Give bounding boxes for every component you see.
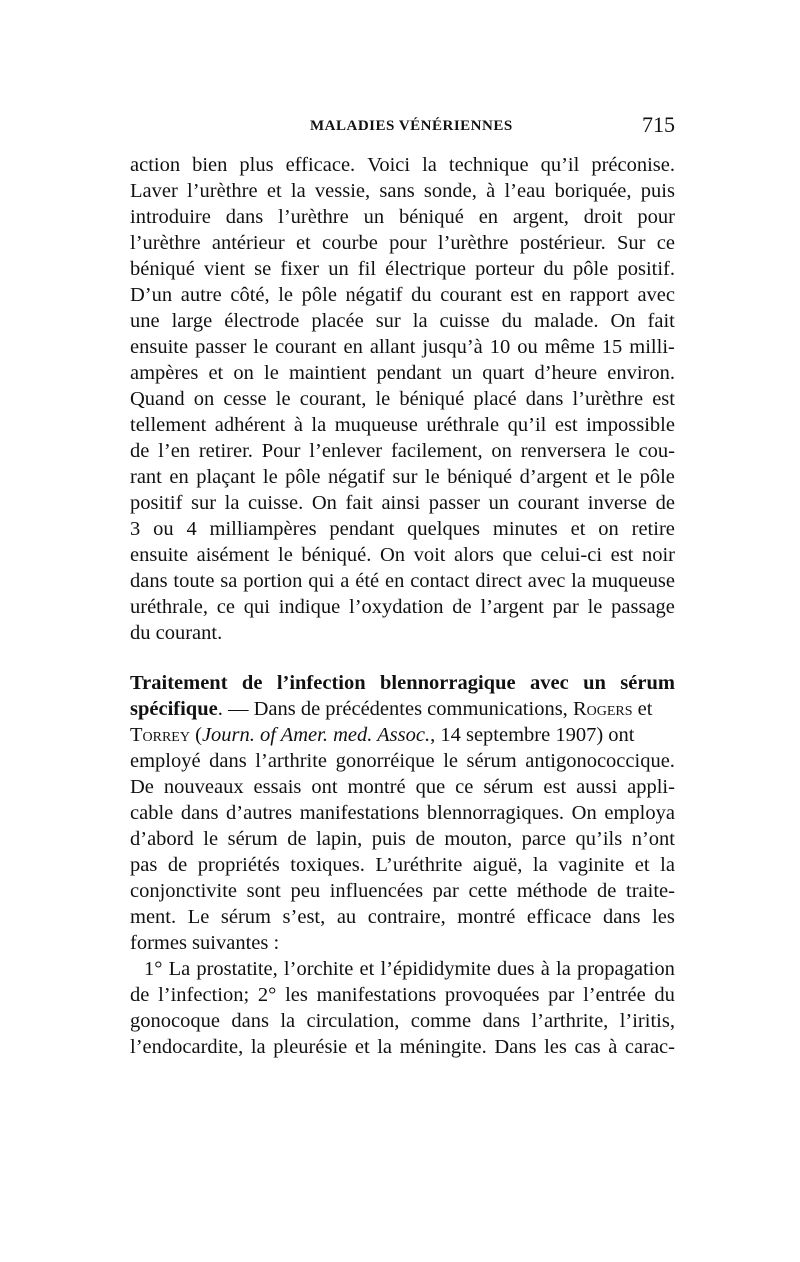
author-name: Rogers: [572, 698, 633, 720]
text-line: employé dans l’arthrite gonorréique le sérum antigonococcique.: [130, 750, 675, 772]
text-line: ensuite aisément le béniqué. On voit alors que celui-ci est noir: [130, 544, 675, 566]
text-line: l’endocardite, la pleurésie et la méningite. Dans les cas à carac-: [130, 1036, 675, 1058]
page-header: [130, 112, 675, 142]
text-line: 1° La prostatite, l’orchite et l’épididymite dues à la propagation: [144, 958, 675, 980]
text-fragment: . — Dans de précédentes communications,: [217, 698, 573, 720]
running-title: MALADIES VÉNÉRIENNES: [310, 118, 513, 134]
text-line: du courant.: [130, 622, 223, 644]
text-line: cable dans d’autres manifestations blennorragiques. On employa: [130, 802, 675, 824]
text-line: Quand on cesse le courant, le béniqué placé dans l’urèthre est: [130, 388, 675, 410]
heading-continuation-line: [130, 696, 675, 722]
paragraph-spacer: [130, 646, 675, 670]
text-line: de l’en retirer. Pour l’enlever facilement, on renversera le cou-: [130, 440, 675, 462]
paragraph-serum-treatment: [130, 670, 675, 956]
section-heading: Traitement de l’infection blennorragique avec un sérum: [130, 672, 675, 694]
text-line: De nouveaux essais ont montré que ce sérum est aussi appli-: [130, 776, 675, 798]
text-line: de l’infection; 2° les manifestations provoquées par l’entrée du: [130, 984, 675, 1006]
heading-end: spécifique: [130, 698, 218, 720]
body-text: [130, 152, 675, 1060]
text-line: tellement adhérent à la muqueuse uréthrale qu’il est impossible: [130, 414, 675, 436]
text-line: 3 ou 4 milliampères pendant quelques minutes et on retire: [130, 518, 675, 540]
text-line: Laver l’urèthre et la vessie, sans sonde, à l’eau boriquée, puis: [130, 180, 675, 202]
text-line: dans toute sa portion qui a été en contact direct avec la muqueuse: [130, 570, 675, 592]
text-line: ampères et on le maintient pendant un quart d’heure environ.: [130, 362, 675, 384]
paragraph-indications: [130, 956, 675, 1060]
text-fragment: et: [632, 698, 653, 720]
text-line: d’abord le sérum de lapin, puis de mouton, parce qu’ils n’ont: [130, 828, 675, 850]
text-line: gonocoque dans la circulation, comme dans l’arthrite, l’iritis,: [130, 1010, 675, 1032]
text-line: conjonctivite sont peu influencées par cette méthode de traite-: [130, 880, 675, 902]
text-fragment: , 14 septembre 1907) ont: [430, 724, 635, 746]
text-line: introduire dans l’urèthre un béniqué en argent, droit pour: [130, 206, 675, 228]
text-line: l’urèthre antérieur et courbe pour l’urèthre postérieur. Sur ce: [130, 232, 675, 254]
text-line: positif sur la cuisse. On fait ainsi passer un courant inverse de: [130, 492, 675, 514]
text-line: ensuite passer le courant en allant jusqu’à 10 ou même 15 milli-: [130, 336, 675, 358]
journal-title: Journ. of Amer. med. Assoc.: [201, 724, 431, 746]
text-fragment: (: [189, 724, 202, 746]
text-line: D’un autre côté, le pôle négatif du courant est en rapport avec: [130, 284, 675, 306]
text-line: béniqué vient se fixer un fil électrique porteur du pôle positif.: [130, 258, 675, 280]
text-line: formes suivantes :: [130, 932, 280, 954]
text-line: une large électrode placée sur la cuisse du malade. On fait: [130, 310, 675, 332]
text-line: ment. Le sérum s’est, au contraire, montré efficace dans les: [130, 906, 675, 928]
page-number: 715: [642, 112, 675, 137]
paragraph-electrolysis: [130, 152, 675, 646]
text-line: rant en plaçant le pôle négatif sur le béniqué d’argent et le pôle: [130, 466, 675, 488]
text-line: uréthrale, ce qui indique l’oxydation de l’argent par le passage: [130, 596, 675, 618]
text-line: pas de propriétés toxiques. L’uréthrite aiguë, la vaginite et la: [130, 854, 675, 876]
author-name: Torrey: [130, 724, 190, 746]
reference-line: [130, 722, 675, 748]
text-line: action bien plus efficace. Voici la technique qu’il préconise.: [130, 154, 675, 176]
